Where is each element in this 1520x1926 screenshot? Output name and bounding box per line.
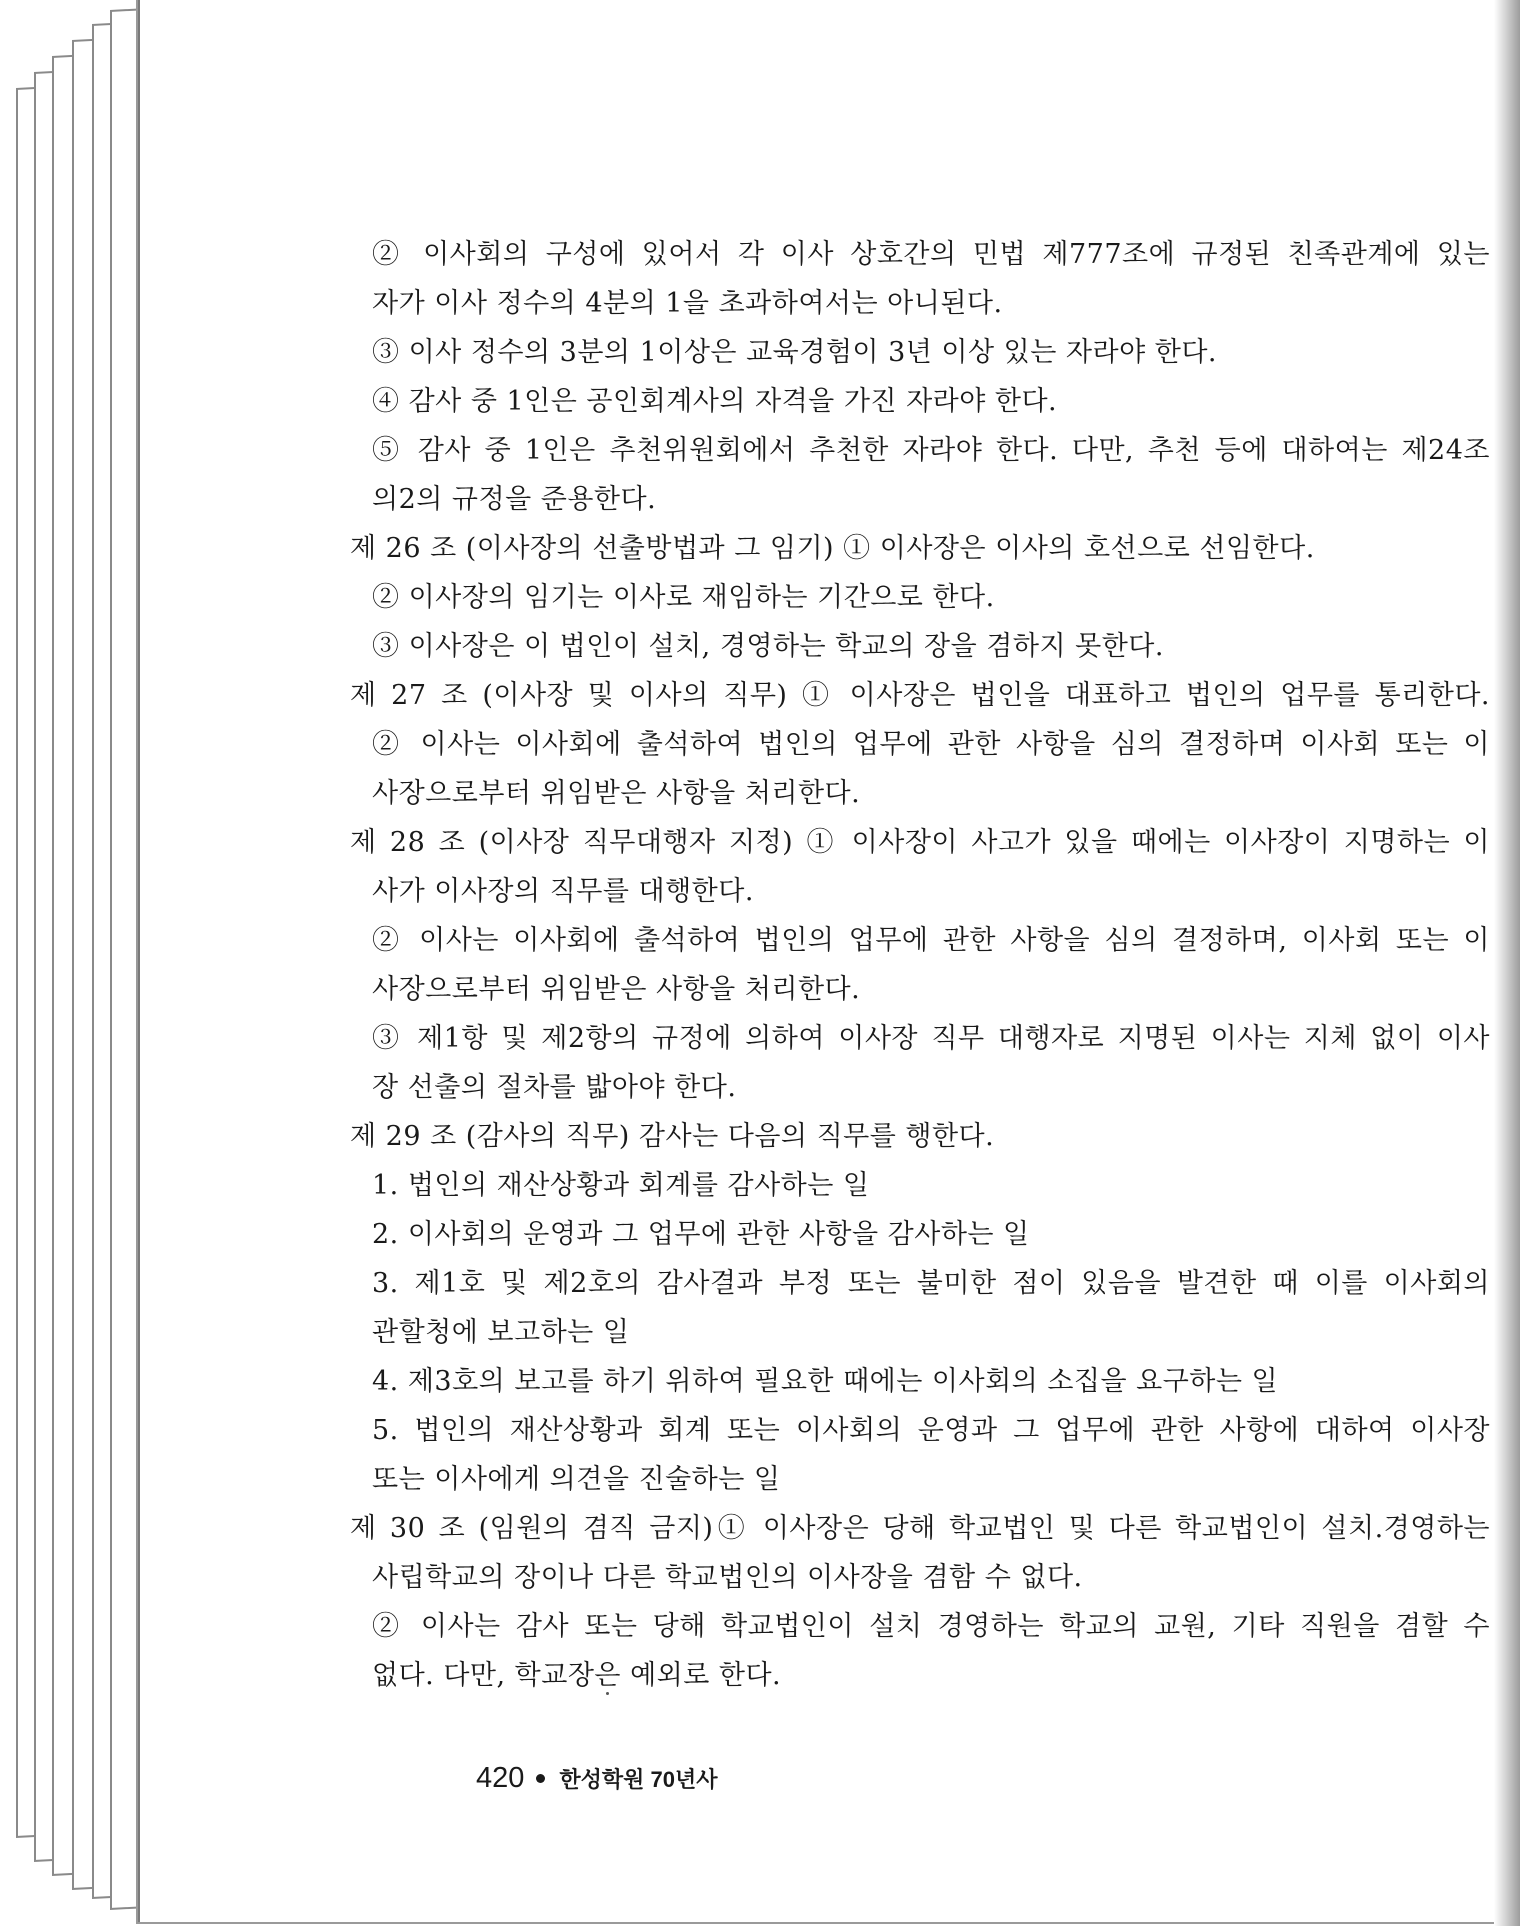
list-item: 4. 제3호의 보고를 하기 위하여 필요한 때에는 이사회의 소집을 요구하는 일 (372, 1366, 1279, 1397)
text-line: ② 이사는 이사회에 출석하여 법인의 업무에 관한 사항을 심의 결정하며, 이사회 또는 이 (372, 925, 1490, 956)
list-item: 2. 이사회의 운영과 그 업무에 관한 사항을 감사하는 일 (372, 1219, 1030, 1250)
article-heading: 제 30 조 (임원의 겸직 금지)① 이사장은 당해 학교법인 및 다른 학교법인이 설치.경영하는 (350, 1513, 1490, 1544)
text-line: ③ 이사장은 이 법인이 설치, 경영하는 학교의 장을 겸하지 못한다. (372, 631, 1164, 662)
text-line: 장 선출의 절차를 밟아야 한다. (372, 1072, 737, 1103)
page-body (350, 230, 1490, 1700)
text-line: 사장으로부터 위임받은 사항을 처리한다. (372, 974, 861, 1005)
text-line: ③ 제1항 및 제2항의 규정에 의하여 이사장 직무 대행자로 지명된 이사는 지체 없이 이사 (372, 1023, 1490, 1054)
list-item: 1. 법인의 재산상황과 회계를 감사하는 일 (372, 1170, 870, 1201)
book-page (138, 0, 1502, 1922)
text-line: ③ 이사 정수의 3분의 1이상은 교육경험이 3년 이상 있는 자라야 한다. (372, 337, 1217, 368)
page-shadow (1494, 0, 1520, 1926)
text-line: ④ 감사 중 1인은 공인회계사의 자격을 가진 자라야 한다. (372, 386, 1058, 417)
text-line: ② 이사는 이사회에 출석하여 법인의 업무에 관한 사항을 심의 결정하며 이사회 또는 이 (372, 729, 1490, 760)
text-line: ⑤ 감사 중 1인은 추천위원회에서 추천한 자라야 한다. 다만, 추천 등에 대하여는 제24조 (372, 435, 1490, 466)
page-number: 420 (476, 1762, 525, 1794)
article-heading: 제 26 조 (이사장의 선출방법과 그 임기) ① 이사장은 이사의 호선으로 선임한다. (350, 533, 1315, 564)
article-heading: 제 29 조 (감사의 직무) 감사는 다음의 직무를 행한다. (350, 1121, 995, 1152)
text-line: ② 이사장의 임기는 이사로 재임하는 기간으로 한다. (372, 582, 995, 613)
text-line: ② 이사는 감사 또는 당해 학교법인이 설치 경영하는 학교의 교원, 기타 직원을 겸할 수 (372, 1611, 1490, 1642)
list-item: 5. 법인의 재산상황과 회계 또는 이사회의 운영과 그 업무에 관한 사항에 대하여 이사장 (372, 1415, 1490, 1446)
page-footer (476, 1762, 718, 1795)
text-line: 사가 이사장의 직무를 대행한다. (372, 876, 754, 907)
text-line: 관할청에 보고하는 일 (372, 1317, 630, 1348)
article-heading: 제 28 조 (이사장 직무대행자 지정) ① 이사장이 사고가 있을 때에는 이사장이 지명하는 이 (350, 827, 1490, 858)
text-line: 의2의 규정을 준용한다. (372, 484, 657, 515)
text-line: 사장으로부터 위임받은 사항을 처리한다. (372, 778, 861, 809)
article-heading: 제 27 조 (이사장 및 이사의 직무) ① 이사장은 법인을 대표하고 법인의 업무를 통리한다. (350, 680, 1490, 711)
text-line: ② 이사회의 구성에 있어서 각 이사 상호간의 민법 제777조에 규정된 친족관계에 있는 (372, 239, 1490, 270)
text-line: 없다. 다만, 학교장은 예외로 한다. (372, 1660, 782, 1691)
text-line: 사립학교의 장이나 다른 학교법인의 이사장을 겸함 수 없다. (372, 1562, 1083, 1593)
text-line: 자가 이사 정수의 4분의 1을 초과하여서는 아니된다. (372, 288, 1003, 319)
print-speck (606, 1692, 609, 1695)
list-item: 3. 제1호 및 제2호의 감사결과 부정 또는 불미한 점이 있음을 발견한 때 이를 이사회의 (372, 1268, 1490, 1299)
text-line: 또는 이사에게 의견을 진술하는 일 (372, 1464, 781, 1495)
bullet-icon (536, 1774, 545, 1783)
book-title: 한성학원 70년사 (559, 1767, 718, 1792)
